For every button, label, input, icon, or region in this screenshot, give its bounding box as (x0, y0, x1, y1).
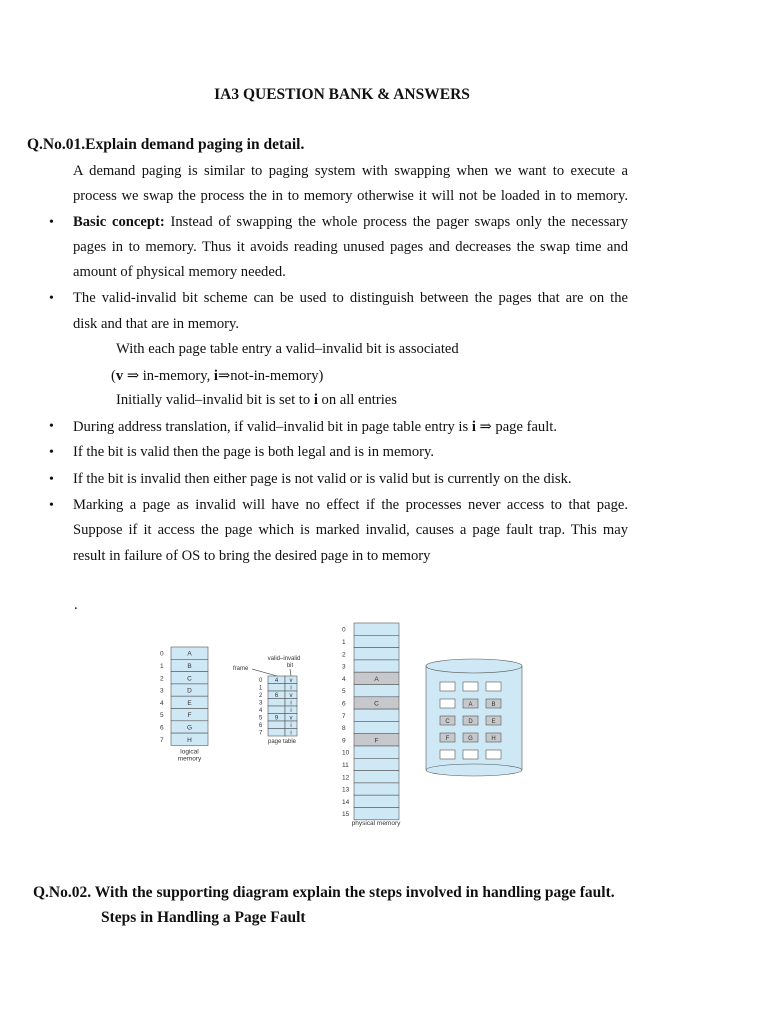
page-table-bit: v (289, 678, 293, 684)
bullet-2-line-1: The valid-invalid bit scheme can be used to distinguish between the pages that are on the (73, 290, 628, 306)
i-symbol: i (313, 392, 318, 408)
bullet-3-line (73, 418, 557, 436)
page-table-bit: i (290, 708, 292, 714)
bullet-4: • (49, 445, 54, 460)
page-table-index: 4 (259, 708, 263, 714)
i-symbol: i (213, 368, 218, 384)
physical-frame-cell (354, 771, 399, 783)
physical-frame-index: 15 (342, 811, 350, 819)
stray-dot: . (74, 597, 78, 613)
physical-frame-index: 1 (342, 638, 346, 646)
physical-frame-cell (354, 709, 399, 721)
valid-invalid-label: valid–invalid (267, 656, 301, 662)
physical-frame-index: 4 (342, 675, 346, 683)
question-1-heading: Q.No.01.Explain demand paging in detail. (27, 136, 305, 153)
physical-frame-index: 6 (342, 700, 346, 708)
logical-index: 5 (160, 712, 164, 720)
logical-page-label: E (187, 699, 192, 707)
page-table-frame-number: 9 (274, 715, 279, 722)
disk-page-box (440, 750, 455, 759)
page-table-frame-cell (268, 729, 285, 737)
disk-page-label: C (445, 719, 450, 725)
basic-concept-label: Basic concept: (73, 214, 165, 230)
page-table-index: 7 (259, 730, 263, 737)
physical-frame-cell (354, 758, 399, 770)
sub-line-3 (116, 392, 397, 409)
page-table-bit: i (290, 685, 292, 692)
physical-frame-index: 10 (342, 749, 350, 757)
sub-line-2-mid: ⇒ in-memory, (123, 368, 214, 384)
logical-memory-label: logical (180, 748, 199, 756)
logical-index: 2 (160, 675, 164, 683)
physical-frame-cell (354, 623, 399, 635)
page-table-bit: i (290, 730, 292, 737)
bullet-6: • (49, 498, 54, 513)
page-table-frame-cell (268, 684, 285, 692)
physical-frame-cell (354, 635, 399, 647)
bullet-1-line-1-text: Instead of swapping the whole process the pager swaps only the necessary (164, 214, 629, 230)
bullet-5-line: If the bit is invalid then either page is not valid or is valid but is currently on the disk. (73, 471, 572, 487)
page-table-frame-number: 4 (274, 678, 279, 684)
disk-page-label: F (445, 736, 450, 742)
physical-frame-index: 0 (342, 626, 346, 634)
question-2-subheading: Steps in Handling a Page Fault (101, 909, 306, 926)
disk-top (426, 659, 522, 673)
disk-page-box (440, 682, 455, 691)
disk-page-label: B (491, 702, 496, 708)
bullet-3: • (49, 419, 54, 434)
bullet-1-line-1 (73, 214, 628, 231)
bullet-6-line-3: result in failure of OS to bring the desired page in to memory (73, 548, 431, 564)
physical-frame-cell (354, 685, 399, 697)
physical-frame-index: 5 (342, 688, 346, 696)
sub-line-3-pre: Initially valid–invalid bit is set to (116, 392, 314, 408)
bit-label: bit (286, 663, 294, 669)
physical-frame-index: 8 (342, 725, 346, 733)
logical-index: 6 (160, 724, 164, 732)
physical-frame-cell (354, 808, 399, 820)
physical-frame-cell (354, 648, 399, 660)
physical-frame-content: A (374, 675, 379, 683)
physical-frame-index: 12 (342, 774, 350, 782)
page-table-index: 1 (259, 685, 263, 692)
physical-frame-index: 3 (342, 663, 346, 671)
physical-frame-content: F (374, 737, 379, 745)
demand-paging-figure (158, 620, 528, 832)
sub-line-2-end: ⇒not-in-memory) (217, 368, 324, 384)
page-table-bit: i (290, 700, 292, 707)
bullet-3-pre: During address translation, if valid–invalid bit in page table entry is (73, 419, 472, 435)
logical-memory-label: memory (177, 755, 202, 763)
page-table-index: 0 (259, 678, 263, 684)
page-table-index: 2 (259, 693, 263, 699)
logical-page-label: C (187, 675, 192, 683)
bullet-1: • (49, 215, 54, 230)
physical-frame-index: 13 (342, 786, 350, 794)
physical-frame-index: 9 (342, 737, 346, 745)
disk-page-label: D (468, 719, 473, 725)
sub-line-2 (111, 367, 323, 385)
bullet-6-line-1: Marking a page as invalid will have no effect if the processes never access to that page. (73, 497, 628, 513)
logical-page-label: G (186, 724, 193, 732)
page-table-frame-cell (268, 699, 285, 707)
disk-page-label: A (468, 702, 473, 708)
logical-page-label: A (187, 650, 192, 658)
question-2-heading: Q.No.02. With the supporting diagram explain the steps involved in handling page fault. (33, 884, 615, 901)
bullet-1-line-2: pages in to memory. Thus it avoids reading unused pages and decreases the swap time and (73, 239, 628, 255)
bullet-4-line: If the bit is valid then the page is both legal and is in memory. (73, 444, 434, 460)
disk-page-box (486, 750, 501, 759)
logical-index: 0 (160, 650, 164, 658)
physical-frame-index: 7 (342, 712, 346, 720)
paren-open: ( (111, 368, 116, 384)
page-table-frame-cell (268, 721, 285, 729)
disk-page-box (463, 750, 478, 759)
logical-page-label: F (187, 712, 192, 720)
physical-frame-content: C (374, 700, 379, 708)
page-title: IA3 QUESTION BANK & ANSWERS (214, 86, 470, 103)
sub-line-3-post: on all entries (317, 392, 397, 408)
physical-frame-index: 11 (342, 761, 349, 769)
backing-store-disk (426, 659, 522, 776)
physical-frame-cell (354, 795, 399, 807)
sub-line-1: With each page table entry a valid–invalid bit is associated (116, 341, 459, 357)
logical-index: 3 (160, 687, 164, 695)
logical-index: 4 (160, 699, 164, 707)
page-table-frame-cell (268, 706, 285, 714)
page-table-bit: v (289, 693, 293, 699)
frame-label: frame (233, 666, 249, 672)
page-table-index: 5 (259, 715, 263, 722)
i-symbol: i (471, 419, 476, 435)
physical-frame-cell (354, 783, 399, 795)
bullet-2: • (49, 291, 54, 306)
v-symbol: v (115, 368, 124, 384)
disk-page-label: H (491, 736, 496, 742)
logical-page-label: B (187, 662, 192, 670)
disk-page-box (440, 699, 455, 708)
bullet-1-line-3: amount of physical memory needed. (73, 264, 286, 280)
physical-frame-cell (354, 660, 399, 672)
page-table-index: 3 (259, 700, 263, 707)
page-table-index: 6 (259, 723, 263, 729)
physical-frame-index: 2 (342, 651, 346, 659)
physical-frame-cell (354, 721, 399, 733)
logical-page-label: D (187, 687, 192, 695)
q1-intro-line-2: process we swap the process the in to memory otherwise it will not be loaded in to memory. (73, 188, 628, 204)
bullet-2-line-2: disk and that are in memory. (73, 316, 240, 332)
disk-page-label: E (491, 719, 496, 725)
page-table-bit: v (289, 715, 293, 722)
physical-frame-index: 14 (342, 798, 350, 806)
page-table-bit: i (290, 723, 292, 729)
physical-frame-cell (354, 746, 399, 758)
logical-index: 7 (160, 736, 164, 744)
bullet-6-line-2: Suppose if it access the page which is marked invalid, causes a page fault trap. This may (73, 522, 628, 538)
logical-page-label: H (187, 736, 192, 744)
disk-page-box (486, 682, 501, 691)
bullet-3-post: ⇒ page fault. (475, 419, 557, 435)
logical-index: 1 (160, 662, 164, 670)
page-table-label: page table (267, 739, 297, 745)
physical-memory-label: physical memory (351, 819, 401, 827)
bullet-5: • (49, 472, 54, 487)
disk-bottom (426, 764, 522, 776)
disk-page-box (463, 682, 478, 691)
disk-page-label: G (468, 736, 473, 742)
q1-intro-line-1: A demand paging is similar to paging system with swapping when we want to execute a (73, 163, 628, 179)
page-table-frame-number: 6 (274, 693, 279, 699)
